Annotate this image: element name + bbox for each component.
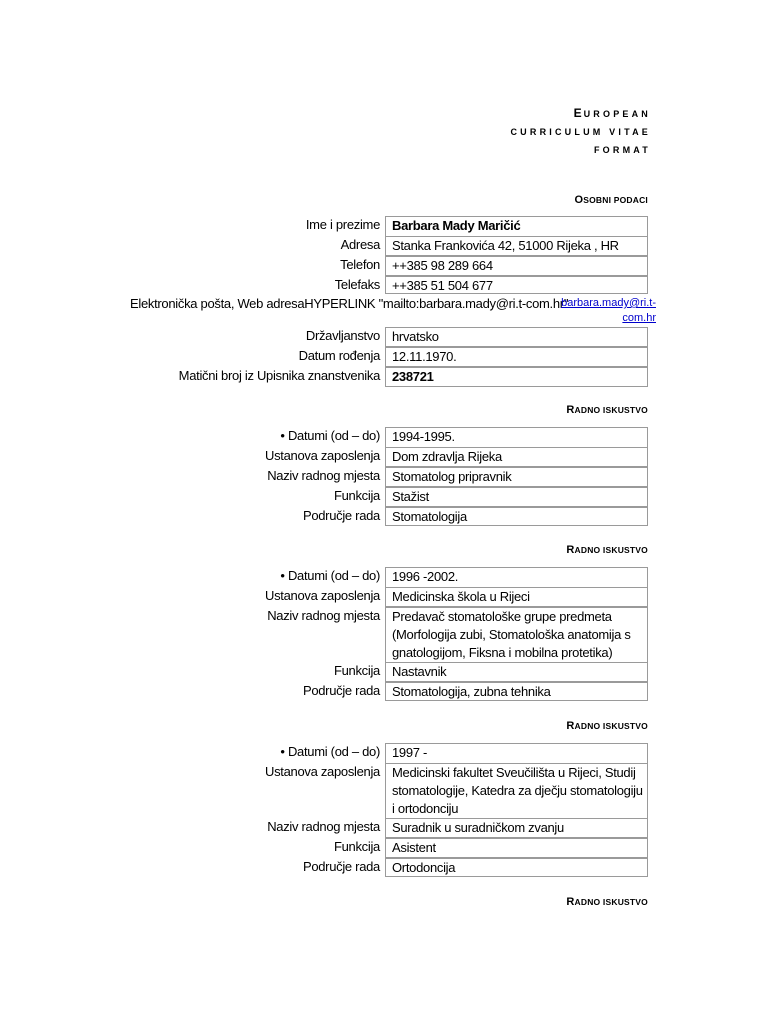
section-title-work-2: RADNO ISKUSTVO <box>566 544 648 556</box>
label-position: Naziv radnog mjesta <box>267 819 380 834</box>
label-employer: Ustanova zaposlenja <box>265 588 380 603</box>
cv-header <box>510 104 651 159</box>
label-employer: Ustanova zaposlenja <box>265 448 380 463</box>
job-1-employer: Dom zdravlja Rijeka <box>385 447 648 467</box>
label-dates: • Datumi (od – do) <box>280 428 380 443</box>
section-title-personal: OSOBNI PODACI <box>574 194 648 206</box>
value-address: Stanka Frankovića 42, 51000 Rijeka , HR <box>385 236 648 256</box>
job-3-position: Suradnik u suradničkom zvanju <box>385 818 648 838</box>
label-function: Funkcija <box>333 839 380 854</box>
header-line-3: FORMAT <box>593 145 651 155</box>
header-line-2: CURRICULUM VITAE <box>510 127 651 137</box>
label-dates: • Datumi (od – do) <box>280 568 380 583</box>
value-name: Barbara Mady Maričić <box>385 216 648 237</box>
job-3-employer: Medicinski fakultet Sveučilišta u Rijeci, Studij stomatologije, Katedra za dječju stomatologiju i ortodonciju <box>385 763 648 819</box>
value-phone: ++385 98 289 664 <box>385 256 648 276</box>
job-2-dates: 1996 -2002. <box>385 567 648 588</box>
label-dob: Datum rođenja <box>298 348 380 363</box>
value-email <box>560 296 656 326</box>
job-1-field: Stomatologija <box>385 507 648 526</box>
section-title-work-1: RADNO ISKUSTVO <box>566 404 648 416</box>
label-position: Naziv radnog mjesta <box>267 608 380 623</box>
label-citizenship: Državljanstvo <box>305 328 380 343</box>
label-address: Adresa <box>340 237 380 252</box>
label-registry: Matični broj iz Upisnika znanstvenika <box>178 368 380 383</box>
job-1-dates: 1994-1995. <box>385 427 648 448</box>
section-title-work-4: RADNO ISKUSTVO <box>566 896 648 908</box>
job-3-dates: 1997 - <box>385 743 648 764</box>
header-line-1: EUROPEAN <box>573 106 651 120</box>
label-function: Funkcija <box>333 488 380 503</box>
label-field: Područje rada <box>302 859 380 874</box>
label-dates: • Datumi (od – do) <box>280 744 380 759</box>
job-2-function: Nastavnik <box>385 662 648 682</box>
job-1-function: Stažist <box>385 487 648 507</box>
email-link-part-1[interactable]: barbara.mady@ri.t- <box>561 297 656 309</box>
label-phone: Telefon <box>340 257 380 272</box>
label-fax: Telefaks <box>334 277 380 292</box>
job-2-field: Stomatologija, zubna tehnika <box>385 682 648 701</box>
label-field: Područje rada <box>302 683 380 698</box>
label-email: Elektronička pošta, Web adresaHYPERLINK "mailto:barbara.mady@ri.t-com.hr" <box>130 296 569 311</box>
value-fax: ++385 51 504 677 <box>385 276 648 294</box>
job-2-position: Predavač stomatološke grupe predmeta (Morfologija zubi, Stomatološka anatomija s gnatologijom, Fiksna i mobilna protetika) <box>385 607 648 663</box>
job-3-field: Ortodoncija <box>385 858 648 877</box>
job-2-employer: Medicinska škola u Rijeci <box>385 587 648 607</box>
job-1-position: Stomatolog pripravnik <box>385 467 648 487</box>
value-citizenship: hrvatsko <box>385 327 648 347</box>
label-function: Funkcija <box>333 663 380 678</box>
label-employer: Ustanova zaposlenja <box>265 764 380 779</box>
section-title-work-3: RADNO ISKUSTVO <box>566 720 648 732</box>
label-position: Naziv radnog mjesta <box>267 468 380 483</box>
value-dob: 12.11.1970. <box>385 347 648 367</box>
value-registry: 238721 <box>385 367 648 387</box>
job-3-function: Asistent <box>385 838 648 858</box>
email-link-part-2[interactable]: com.hr <box>622 312 656 324</box>
label-name: Ime i prezime <box>305 217 380 232</box>
label-field: Područje rada <box>302 508 380 523</box>
